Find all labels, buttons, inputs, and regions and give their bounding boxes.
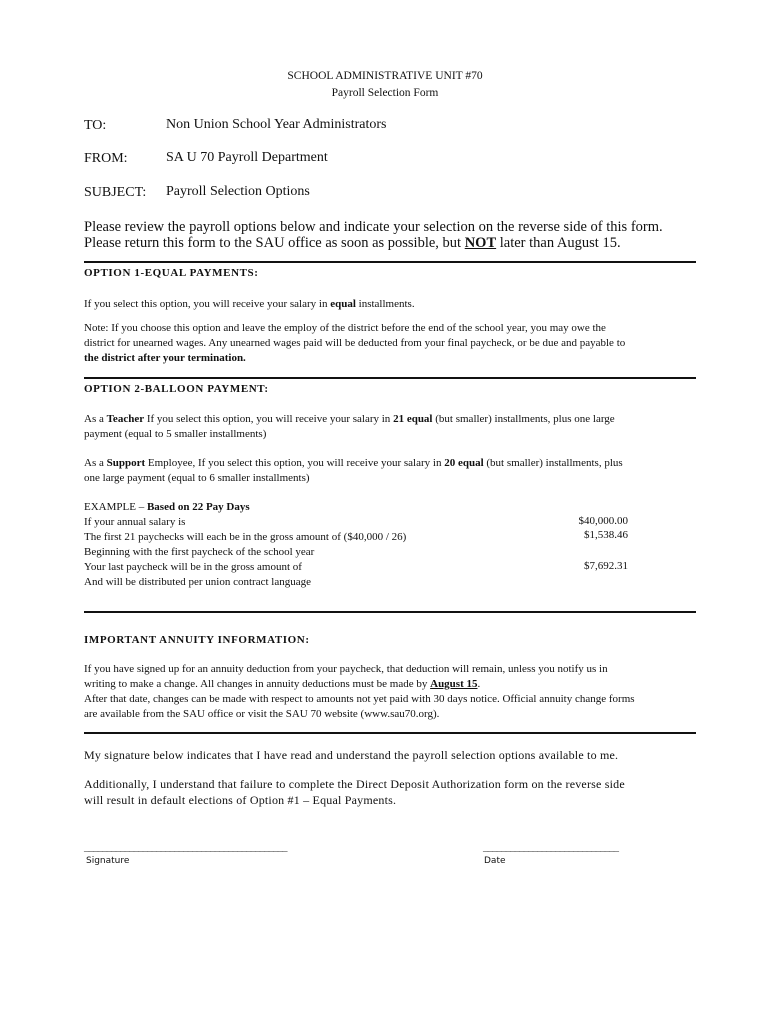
divider — [84, 261, 696, 263]
acknowledgement-line-2: Additionally, I understand that failure to complete the Direct Deposit Authorization form on the reverse side — [84, 777, 625, 791]
form-title: SCHOOL ADMINISTRATIVE UNIT #70 — [287, 70, 483, 82]
date-line[interactable]: ______________________________ — [483, 841, 618, 853]
not-emphasis: NOT — [464, 235, 497, 251]
option-2-teacher: As a Teacher If you select this option, you will receive your salary in 21 equal (but smaller) installments, plus one large payment (equal to 5 smaller installments) — [84, 413, 615, 440]
signature-line[interactable]: _____________________________________________ — [84, 841, 287, 853]
example-amount-last: $7,692.31 — [584, 560, 628, 572]
divider — [84, 611, 696, 613]
acknowledgement-line-3: will result in default elections of Option #1 – Equal Payments. — [84, 793, 397, 807]
option-2-heading: OPTION 2-BALLOON PAYMENT: — [84, 383, 269, 395]
example-block: EXAMPLE – Based on 22 Pay Days If your annual salary is The first 21 paychecks will each be in the gross amount of ($40,000 / 26) Beginning with the first paycheck of the school year Your last paycheck will be in the gross amount of And will be distributed per union contract language — [84, 501, 407, 588]
subject-value: Payroll Selection Options — [166, 184, 310, 199]
date-label: Date — [484, 856, 506, 866]
divider — [84, 732, 696, 734]
option-2-support: As a Support Employee, If you select this option, you will receive your salary in 20 equal (but smaller) installments, plus one large payment (equal to 6 smaller installments) — [84, 457, 623, 484]
example-amount-annual: $40,000.00 — [578, 515, 628, 527]
option-1-description: If you select this option, you will receive your salary in equal installments. — [84, 298, 415, 310]
acknowledgement-line-1: My signature below indicates that I have read and understand the payroll selection options available to me. — [84, 748, 619, 762]
form-subtitle: Payroll Selection Form — [331, 87, 439, 99]
from-label: FROM: — [84, 151, 128, 166]
to-value: Non Union School Year Administrators — [166, 117, 387, 132]
subject-label: SUBJECT: — [84, 185, 147, 200]
option-1-note: Note: If you choose this option and leave the employ of the district before the end of the school year, you may owe the district for unearned wages. Any unearned wages paid will be deducted from your final paycheck, or be due and payable to the district after your termination. — [84, 322, 626, 364]
annuity-heading: IMPORTANT ANNUITY INFORMATION: — [84, 634, 310, 646]
intro-line-1: Please review the payroll options below and indicate your selection on the reverse side of this form. — [84, 219, 663, 235]
annuity-text: If you have signed up for an annuity deduction from your paycheck, that deduction will remain, unless you notify us in writing to make a change. All changes in annuity deductions must be made by August 15. After that date, changes can be made with respect to amounts not yet paid with 30 days notice. Official annuity change forms are available from the SAU office or visit the SAU 70 website (www.sau70.org). — [84, 663, 635, 720]
option-1-heading: OPTION 1-EQUAL PAYMENTS: — [84, 267, 259, 279]
to-label: TO: — [84, 118, 107, 133]
example-amount-paycheck: $1,538.46 — [584, 529, 628, 541]
signature-label: Signature — [86, 856, 130, 866]
intro-line-2: Please return this form to the SAU office as soon as possible, but NOT later than August 15. — [84, 235, 621, 251]
divider — [84, 377, 696, 379]
from-value: SA U 70 Payroll Department — [166, 150, 328, 165]
